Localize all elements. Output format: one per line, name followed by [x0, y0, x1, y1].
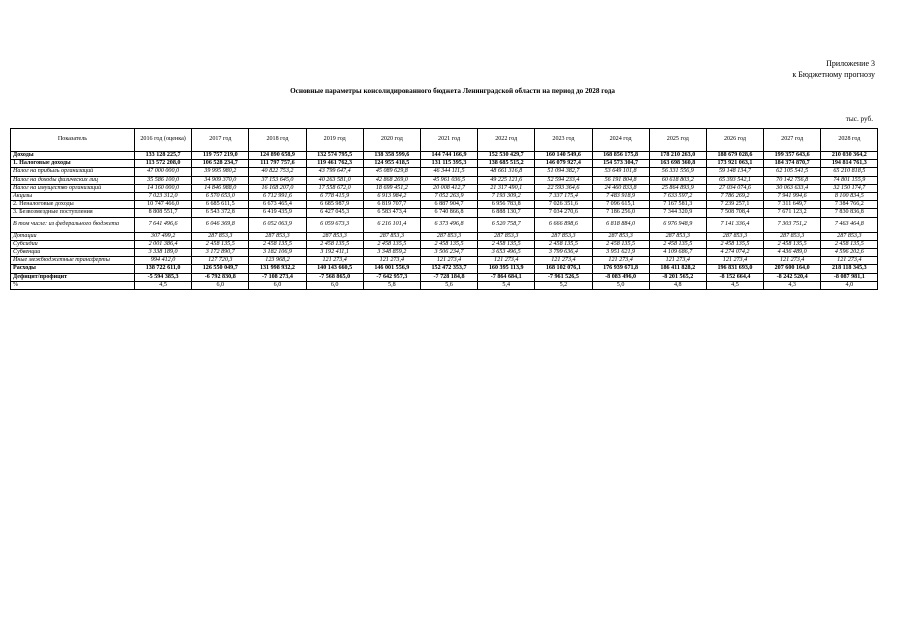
table-cell: 6 046 369,8 [192, 217, 249, 232]
table-cell: 131 998 932,2 [249, 265, 306, 273]
row-label: Налог на доходы физических лиц [11, 176, 135, 184]
table-cell: 113 572 208,0 [135, 160, 192, 168]
row-label: Налог на прибыль организаций [11, 168, 135, 176]
table-cell: 2 458 135,5 [821, 240, 878, 248]
table-cell: 30 063 633,4 [764, 184, 821, 192]
table-row [11, 209, 878, 217]
table-row [11, 160, 878, 168]
column-header-year: 2027 год [764, 129, 821, 152]
table-cell: 154 573 304,7 [592, 160, 649, 168]
table-cell: 119 757 219,0 [192, 152, 249, 160]
table-cell: 287 853,3 [764, 232, 821, 240]
table-cell: -7 642 957,3 [363, 273, 420, 281]
row-label: 1. Налоговые доходы [11, 160, 135, 168]
table-cell: 176 939 671,8 [592, 265, 649, 273]
table-cell: 7 384 766,2 [821, 201, 878, 209]
table-cell: 287 853,3 [192, 232, 249, 240]
document-title: Основные параметры консолидированного бюджета Ленинградской области на период до 2028 года [290, 87, 615, 95]
table-cell: 119 461 762,3 [306, 160, 363, 168]
table-cell: 121 273,4 [535, 257, 592, 265]
table-cell: 60 618 803,2 [649, 176, 706, 184]
table-cell: 7 463 464,8 [821, 217, 878, 232]
table-cell: 6 520 758,7 [478, 217, 535, 232]
table-cell: 146 079 927,4 [535, 160, 592, 168]
table-cell: 52 594 233,4 [535, 176, 592, 184]
table-cell: 18 699 451,2 [363, 184, 420, 192]
table-cell: 121 273,4 [764, 257, 821, 265]
table-cell: 65 210 818,5 [821, 168, 878, 176]
table-cell: 7 337 175,4 [535, 193, 592, 201]
column-header-year: 2018 год [249, 129, 306, 152]
row-label: Иные межбюджетные трансферты [11, 257, 135, 265]
table-cell: 123 968,2 [249, 257, 306, 265]
table-row [11, 184, 878, 192]
table-cell: 163 698 360,8 [649, 160, 706, 168]
table-cell: 7 034 270,6 [535, 209, 592, 217]
table-cell: 168 856 175,8 [592, 152, 649, 160]
table-cell: 7 141 336,4 [706, 217, 763, 232]
table-cell: 5,0 [592, 281, 649, 289]
table-cell: 6 819 707,7 [363, 201, 420, 209]
row-label: % [11, 281, 135, 289]
table-cell: 3 172 890,7 [192, 249, 249, 257]
table-cell: 3 506 234,7 [420, 249, 477, 257]
table-cell: 6 543 372,8 [192, 209, 249, 217]
table-row [11, 176, 878, 184]
table-cell: 7 786 269,2 [706, 193, 763, 201]
table-cell: 4 436 489,0 [764, 249, 821, 257]
table-cell: 2 458 135,5 [706, 240, 763, 248]
table-cell: 6 685 987,9 [306, 201, 363, 209]
row-label: Расходы [11, 265, 135, 273]
table-cell: 56 191 804,8 [592, 176, 649, 184]
table-cell: 2 458 135,5 [249, 240, 306, 248]
table-cell: 121 273,4 [821, 257, 878, 265]
table-cell: 34 909 370,0 [192, 176, 249, 184]
table-row [11, 240, 878, 248]
table-cell: 4,3 [764, 281, 821, 289]
table-cell: 6 976 948,9 [649, 217, 706, 232]
column-header-year: 2022 год [478, 129, 535, 152]
table-cell: 3 338 189,0 [135, 249, 192, 257]
table-cell: 2 458 135,5 [306, 240, 363, 248]
table-cell: 121 273,4 [592, 257, 649, 265]
table-row [11, 249, 878, 257]
table-cell: 7 671 123,2 [764, 209, 821, 217]
table-cell: 287 853,3 [249, 232, 306, 240]
table-cell: 121 273,4 [420, 257, 477, 265]
table-cell: 6,0 [306, 281, 363, 289]
column-header-indicator: Показатель [11, 129, 135, 152]
table-row [11, 265, 878, 273]
table-row [11, 193, 878, 201]
table-cell: 6,0 [192, 281, 249, 289]
row-label: В том числе: из федерального бюджета [11, 217, 135, 232]
table-cell: 7 096 615,1 [592, 201, 649, 209]
table-cell: 307 499,2 [135, 232, 192, 240]
table-cell: 21 317 490,1 [478, 184, 535, 192]
table-cell: 121 273,4 [649, 257, 706, 265]
table-cell: 6 887 904,7 [420, 201, 477, 209]
table-cell: 138 722 611,0 [135, 265, 192, 273]
table-cell: 152 472 353,7 [420, 265, 477, 273]
column-header-year: 2017 год [192, 129, 249, 152]
table-cell: 210 030 364,2 [821, 152, 878, 160]
table-cell: 2 458 135,5 [592, 240, 649, 248]
table-cell: 6 419 435,9 [249, 209, 306, 217]
table-cell: 7 311 649,7 [764, 201, 821, 209]
table-cell: 39 995 980,2 [192, 168, 249, 176]
table-cell: -8 083 496,0 [592, 273, 649, 281]
table-cell: 133 128 225,7 [135, 152, 192, 160]
table-cell: 4,5 [135, 281, 192, 289]
table-cell: 287 853,3 [592, 232, 649, 240]
table-cell: 6 956 783,8 [478, 201, 535, 209]
table-cell: 121 273,4 [706, 257, 763, 265]
table-cell: 24 460 833,8 [592, 184, 649, 192]
table-cell: 3 799 636,4 [535, 249, 592, 257]
table-row [11, 217, 878, 232]
table-cell: 127 720,3 [192, 257, 249, 265]
table-cell: 2 458 135,5 [363, 240, 420, 248]
table-cell: 27 034 074,6 [706, 184, 763, 192]
column-header-year: 2025 год [649, 129, 706, 152]
table-cell: 6 673 465,4 [249, 201, 306, 209]
table-cell: 160 395 113,9 [478, 265, 535, 273]
table-cell: 4 596 202,6 [821, 249, 878, 257]
annex-line-1: Приложение 3 [826, 59, 875, 68]
row-label: Дотации [11, 232, 135, 240]
table-row [11, 152, 878, 160]
table-cell: 8 808 551,7 [135, 209, 192, 217]
table-cell: 2 458 135,5 [535, 240, 592, 248]
annex-line-2: к Бюджетному прогнозу [792, 70, 875, 79]
table-cell: 218 118 345,3 [821, 265, 878, 273]
table-cell: 126 550 049,7 [192, 265, 249, 273]
table-cell: 196 831 693,0 [706, 265, 763, 273]
table-cell: -7 864 684,1 [478, 273, 535, 281]
table-cell: 111 797 757,6 [249, 160, 306, 168]
table-cell: 124 955 418,5 [363, 160, 420, 168]
table-cell: 287 853,3 [706, 232, 763, 240]
table-cell: 121 273,4 [306, 257, 363, 265]
table-cell: 45 961 036,5 [420, 176, 477, 184]
table-row [11, 232, 878, 240]
table-cell: 51 094 382,7 [535, 168, 592, 176]
row-label: Дефицит/профицит [11, 273, 135, 281]
table-cell: -7 961 526,5 [535, 273, 592, 281]
table-cell: 4 274 074,2 [706, 249, 763, 257]
table-cell: 6 818 884,0 [592, 217, 649, 232]
table-cell: 7 941 994,6 [764, 193, 821, 201]
table-cell: 4,8 [649, 281, 706, 289]
table-cell: 5,6 [420, 281, 477, 289]
table-cell: -8 201 565,2 [649, 273, 706, 281]
table-cell: 188 679 028,6 [706, 152, 763, 160]
table-cell: 6 583 473,4 [363, 209, 420, 217]
row-label: 3. Безвозмездные поступления [11, 209, 135, 217]
table-cell: 7 023 312,0 [135, 193, 192, 201]
table-cell: 124 890 658,9 [249, 152, 306, 160]
table-cell: 287 853,3 [649, 232, 706, 240]
row-label: Акцизы [11, 193, 135, 201]
column-header-year: 2026 год [706, 129, 763, 152]
table-cell: 56 331 556,9 [649, 168, 706, 176]
table-cell: 42 868 269,0 [363, 176, 420, 184]
row-label: 2. Неналоговые доходы [11, 201, 135, 209]
table-cell: 2 458 135,5 [764, 240, 821, 248]
table-cell: 2 458 135,5 [478, 240, 535, 248]
table-cell: 2 458 135,5 [649, 240, 706, 248]
table-cell: 40 263 581,0 [306, 176, 363, 184]
table-cell: -8 242 520,4 [764, 273, 821, 281]
table-cell: 40 822 753,2 [249, 168, 306, 176]
row-label: Субсидии [11, 240, 135, 248]
table-cell: 14 160 000,0 [135, 184, 192, 192]
table-cell: 186 411 828,2 [649, 265, 706, 273]
table-cell: 106 528 234,7 [192, 160, 249, 168]
table-cell: 138 358 599,6 [363, 152, 420, 160]
table-cell: 32 150 174,7 [821, 184, 878, 192]
table-cell: 8 100 834,5 [821, 193, 878, 201]
table-cell: 6 778 415,9 [306, 193, 363, 201]
column-header-year: 2019 год [306, 129, 363, 152]
table-cell: 7 167 581,3 [649, 201, 706, 209]
table-cell: -8 087 981,1 [821, 273, 878, 281]
table-cell: 7 052 263,9 [420, 193, 477, 201]
table-cell: -6 792 830,8 [192, 273, 249, 281]
table-cell: 7 026 351,6 [535, 201, 592, 209]
table-cell: 3 951 621,9 [592, 249, 649, 257]
table-cell: 287 853,3 [821, 232, 878, 240]
table-cell: 7 303 751,2 [764, 217, 821, 232]
table-cell: 7 508 708,4 [706, 209, 763, 217]
table-row [11, 201, 878, 209]
table-cell: 160 140 549,6 [535, 152, 592, 160]
units-label: тыс. руб. [845, 115, 873, 123]
table-cell: 2 458 135,5 [420, 240, 477, 248]
table-cell: 3 348 859,2 [363, 249, 420, 257]
table-cell: 173 921 063,1 [706, 160, 763, 168]
column-header-year: 2021 год [420, 129, 477, 152]
table-cell: 14 846 988,0 [192, 184, 249, 192]
table-cell: 184 374 870,7 [764, 160, 821, 168]
column-header-year: 2024 год [592, 129, 649, 152]
table-cell: 53 649 101,8 [592, 168, 649, 176]
table-cell: 59 148 134,7 [706, 168, 763, 176]
table-cell: 2 458 135,5 [192, 240, 249, 248]
column-header-year: 2020 год [363, 129, 420, 152]
table-cell: 6 373 496,8 [420, 217, 477, 232]
table-cell: 287 853,3 [420, 232, 477, 240]
table-cell: 4,0 [821, 281, 878, 289]
table-cell: 6 888 130,7 [478, 209, 535, 217]
table-cell: 47 000 000,0 [135, 168, 192, 176]
table-row [11, 281, 878, 289]
table-cell: 43 799 647,4 [306, 168, 363, 176]
table-cell: 74 801 155,9 [821, 176, 878, 184]
table-cell: 6,0 [249, 281, 306, 289]
table-cell: 287 853,3 [363, 232, 420, 240]
row-label: Субвенции [11, 249, 135, 257]
table-cell: 287 853,3 [535, 232, 592, 240]
table-cell: 35 586 100,0 [135, 176, 192, 184]
table-cell: 207 600 164,0 [764, 265, 821, 273]
table-row [11, 257, 878, 265]
table-cell: 199 357 643,6 [764, 152, 821, 160]
table-cell: 37 153 645,0 [249, 176, 306, 184]
table-cell: 46 344 111,5 [420, 168, 477, 176]
table-row [11, 168, 878, 176]
table-cell: -5 594 385,3 [135, 273, 192, 281]
table-cell: 152 530 429,7 [478, 152, 535, 160]
table-cell: 5,4 [478, 281, 535, 289]
table-row [11, 273, 878, 281]
table-cell: 4 109 686,7 [649, 249, 706, 257]
column-header-year: 2016 год (оценка) [135, 129, 192, 152]
table-cell: 6 740 866,8 [420, 209, 477, 217]
table-cell: 6 685 611,5 [192, 201, 249, 209]
table-cell: 168 102 076,1 [535, 265, 592, 273]
table-cell: 6 427 045,3 [306, 209, 363, 217]
table-cell: 70 142 756,8 [764, 176, 821, 184]
table-cell: 138 685 515,2 [478, 160, 535, 168]
table-cell: 6 666 898,6 [535, 217, 592, 232]
table-cell: 7 483 918,9 [592, 193, 649, 201]
table-cell: 6 913 984,2 [363, 193, 420, 201]
table-cell: 3 182 106,9 [249, 249, 306, 257]
table-cell: 22 593 364,6 [535, 184, 592, 192]
table-cell: 287 853,3 [306, 232, 363, 240]
table-cell: 121 273,4 [363, 257, 420, 265]
table-cell: 17 558 672,0 [306, 184, 363, 192]
table-cell: 7 641 496,6 [135, 217, 192, 232]
column-header-year: 2028 год [821, 129, 878, 152]
table-cell: 20 008 412,7 [420, 184, 477, 192]
table-cell: 194 814 761,3 [821, 160, 878, 168]
table-cell: 48 661 316,8 [478, 168, 535, 176]
table-cell: 2 001 386,4 [135, 240, 192, 248]
table-cell: 6 216 101,4 [363, 217, 420, 232]
table-cell: 7 830 836,8 [821, 209, 878, 217]
table-cell: 6 059 673,3 [306, 217, 363, 232]
table-cell: 994 412,0 [135, 257, 192, 265]
row-label: Налог на имущество организаций [11, 184, 135, 192]
table-cell: 49 225 121,6 [478, 176, 535, 184]
table-cell: 6 570 653,0 [192, 193, 249, 201]
table-cell: 7 633 597,2 [649, 193, 706, 201]
table-cell: 132 574 795,5 [306, 152, 363, 160]
table-cell: 5,2 [535, 281, 592, 289]
table-cell: 6 052 063,9 [249, 217, 306, 232]
row-label: Доходы [11, 152, 135, 160]
table-cell: 62 105 541,5 [764, 168, 821, 176]
column-header-year: 2023 год [535, 129, 592, 152]
table-cell: 131 115 395,3 [420, 160, 477, 168]
table-cell: 140 143 660,5 [306, 265, 363, 273]
table-cell: -7 568 865,0 [306, 273, 363, 281]
annex-note [792, 58, 875, 80]
table-cell: 7 344 320,9 [649, 209, 706, 217]
table-cell: 7 239 257,1 [706, 201, 763, 209]
table-cell: 146 001 556,9 [363, 265, 420, 273]
table-cell: 144 744 166,9 [420, 152, 477, 160]
table-cell: 121 273,4 [478, 257, 535, 265]
table-cell: 65 393 542,1 [706, 176, 763, 184]
table-cell: 3 192 411,1 [306, 249, 363, 257]
table-cell: 10 747 466,0 [135, 201, 192, 209]
table-body [11, 152, 878, 290]
table-cell: 7 186 256,0 [592, 209, 649, 217]
table-cell: 45 089 629,8 [363, 168, 420, 176]
table-cell: 4,5 [706, 281, 763, 289]
table-cell: 3 653 496,5 [478, 249, 535, 257]
table-cell: -7 728 184,8 [420, 273, 477, 281]
table-cell: -8 152 664,4 [706, 273, 763, 281]
table-cell: 5,8 [363, 281, 420, 289]
table-cell: -7 108 273,4 [249, 273, 306, 281]
table-cell: 16 168 207,0 [249, 184, 306, 192]
table-cell: 6 712 991,6 [249, 193, 306, 201]
table-header-row [11, 129, 878, 152]
table-cell: 7 193 309,2 [478, 193, 535, 201]
budget-table [10, 128, 878, 290]
table-cell: 178 210 263,0 [649, 152, 706, 160]
table-cell: 25 864 893,9 [649, 184, 706, 192]
table-cell: 287 853,3 [478, 232, 535, 240]
